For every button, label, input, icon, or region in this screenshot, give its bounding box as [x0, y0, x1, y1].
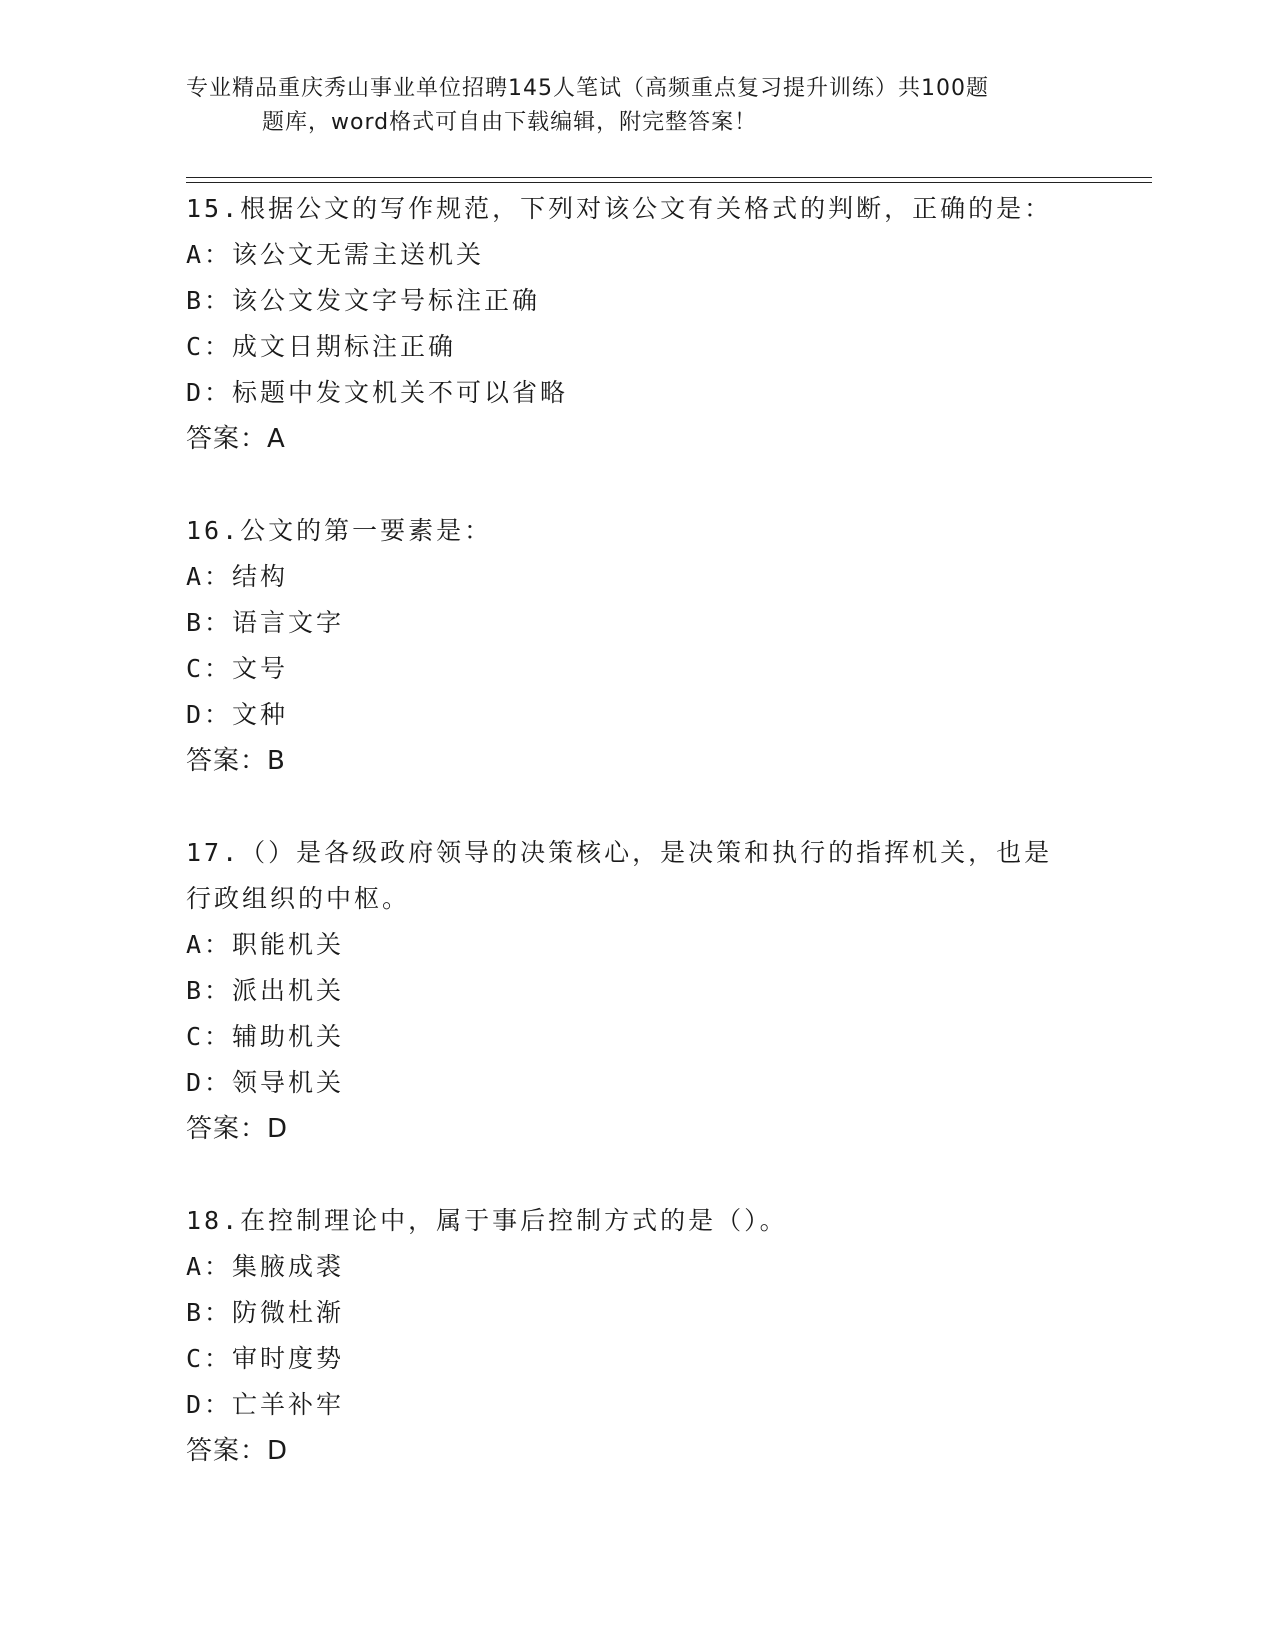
option-b: B：派出机关	[186, 976, 345, 1005]
option-c: C：审时度势	[186, 1344, 345, 1373]
question-stem: 18.在控制理论中，属于事后控制方式的是（）。	[186, 1206, 788, 1235]
question-list	[186, 186, 1086, 1520]
option-c: C：辅助机关	[186, 1022, 345, 1051]
answer-line: 答案：D	[186, 1436, 289, 1466]
answer-line: 答案：D	[186, 1114, 289, 1144]
option-a: A：该公文无需主送机关	[186, 240, 485, 269]
header-divider-top	[186, 177, 1152, 178]
question-18	[186, 1198, 1086, 1474]
question-stem: 16.公文的第一要素是：	[186, 516, 493, 545]
option-a: A：结构	[186, 562, 289, 591]
option-b: B：防微杜渐	[186, 1298, 345, 1327]
header-title-line-2: 题库，word格式可自由下载编辑，附完整答案！	[262, 110, 758, 135]
question-stem: 15.根据公文的写作规范，下列对该公文有关格式的判断，正确的是：	[186, 194, 1053, 223]
document-header	[186, 72, 1066, 140]
option-d: D：文种	[186, 700, 289, 729]
question-16	[186, 508, 1086, 784]
question-15	[186, 186, 1086, 462]
option-c: C：文号	[186, 654, 289, 683]
header-divider-bottom	[186, 182, 1152, 183]
header-title-line-1: 专业精品重庆秀山事业单位招聘145人笔试（高频重点复习提升训练）共100题	[186, 76, 989, 101]
answer-line: 答案：A	[186, 424, 286, 454]
answer-line: 答案：B	[186, 746, 286, 776]
option-d: D：标题中发文机关不可以省略	[186, 378, 569, 407]
option-b: B：该公文发文字号标注正确	[186, 286, 541, 315]
option-d: D：领导机关	[186, 1068, 345, 1097]
option-c: C：成文日期标注正确	[186, 332, 457, 361]
option-a: A：集腋成裘	[186, 1252, 345, 1281]
question-stem-continuation: 行政组织的中枢。	[186, 884, 411, 913]
question-stem: 17.（）是各级政府领导的决策核心，是决策和执行的指挥机关，也是	[186, 838, 1053, 867]
option-d: D：亡羊补牢	[186, 1390, 345, 1419]
question-17	[186, 830, 1086, 1152]
option-b: B：语言文字	[186, 608, 345, 637]
option-a: A：职能机关	[186, 930, 345, 959]
